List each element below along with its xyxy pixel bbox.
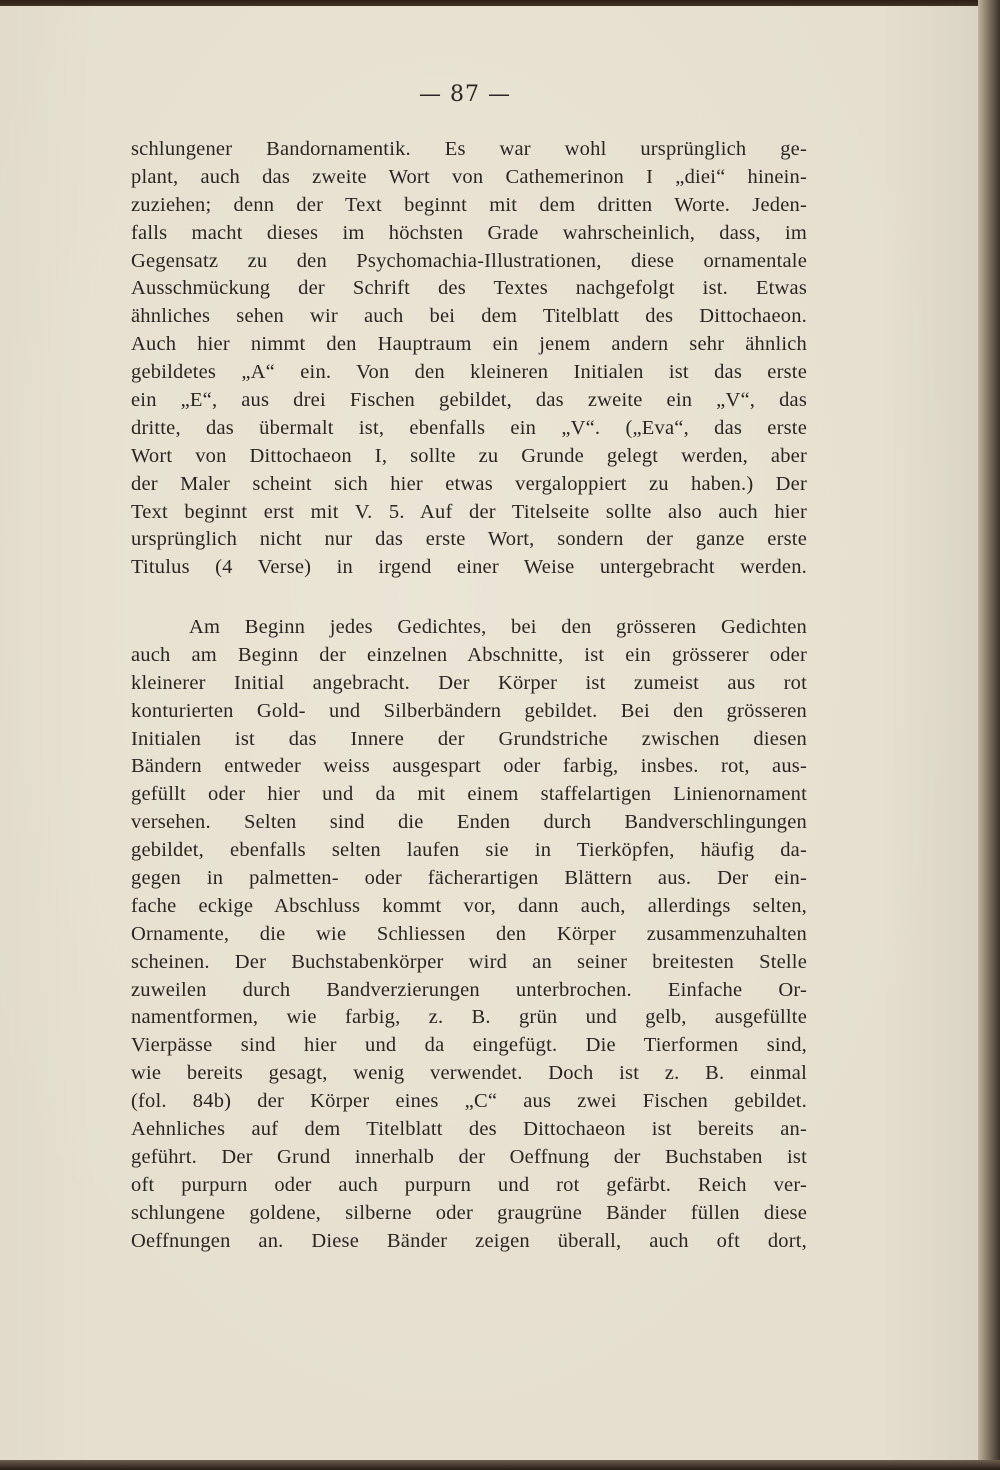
scanned-page bbox=[0, 6, 978, 1460]
text-line: ähnliches sehen wir auch bei dem Titelblatt des Dittochaeon. bbox=[131, 305, 807, 328]
text-line: scheinen. Der Buchstabenkörper wird an seiner breitesten Stelle bbox=[131, 950, 807, 973]
text-line: wie bereits gesagt, wenig verwendet. Doch ist z. B. einmal bbox=[131, 1062, 807, 1085]
text-line: Auch hier nimmt den Hauptraum ein jenem andern sehr ähnlich bbox=[131, 333, 807, 356]
book-edge-right bbox=[978, 0, 1000, 1470]
text-line: Bändern entweder weiss ausgespart oder farbig, insbes. rot, aus- bbox=[131, 755, 807, 778]
page-number: — 87 — bbox=[419, 82, 511, 107]
text-line: Aehnliches auf dem Titelblatt des Dittochaeon ist bereits an- bbox=[131, 1118, 807, 1141]
text-line: Oeffnungen an. Diese Bänder zeigen überall, auch oft dort, bbox=[131, 1229, 807, 1252]
text-line: (fol. 84b) der Körper eines „C“ aus zwei Fischen gebildet. bbox=[131, 1090, 807, 1113]
text-line: Vierpässe sind hier und da eingefügt. Die Tierformen sind, bbox=[131, 1034, 807, 1057]
text-line: namentformen, wie farbig, z. B. grün und gelb, ausgefüllte bbox=[131, 1006, 807, 1029]
text-line: kleinerer Initial angebracht. Der Körper ist zumeist aus rot bbox=[131, 671, 807, 694]
text-line: dritte, das übermalt ist, ebenfalls ein „V“. („Eva“, das erste bbox=[131, 416, 807, 439]
text-line: fache eckige Abschluss kommt vor, dann auch, allerdings selten, bbox=[131, 894, 807, 917]
text-line: versehen. Selten sind die Enden durch Bandverschlingungen bbox=[131, 811, 807, 834]
text-line: Gegensatz zu den Psychomachia-Illustrationen, diese ornamentale bbox=[131, 249, 807, 272]
text-line: gebildetes „A“ ein. Von den kleineren Initialen ist das erste bbox=[131, 361, 807, 384]
text-line: ursprünglich nicht nur das erste Wort, sondern der ganze erste bbox=[131, 528, 807, 551]
text-line: konturierten Gold- und Silberbändern gebildet. Bei den grösseren bbox=[131, 699, 807, 722]
paragraph-1 bbox=[131, 136, 807, 582]
text-line: schlungener Bandornamentik. Es war wohl ursprünglich ge- bbox=[131, 138, 807, 160]
text-line: Ornamente, die wie Schliessen den Körper zusammenzuhalten bbox=[131, 922, 807, 945]
paragraph-2 bbox=[131, 614, 807, 1255]
text-line: zuweilen durch Bandverzierungen unterbrochen. Einfache Or- bbox=[131, 978, 807, 1001]
text-line: Initialen ist das Innere der Grundstriche zwischen diesen bbox=[131, 727, 807, 750]
text-line: Am Beginn jedes Gedichtes, bei den grösseren Gedichten bbox=[189, 616, 807, 638]
text-line: auch am Beginn der einzelnen Abschnitte, ist ein grösserer oder bbox=[131, 643, 807, 666]
text-line: gebildet, ebenfalls selten laufen sie in Tierköpfen, häufig da- bbox=[131, 839, 807, 862]
text-line: Ausschmückung der Schrift des Textes nachgefolgt ist. Etwas bbox=[131, 277, 807, 300]
text-line: zuziehen; denn der Text beginnt mit dem dritten Worte. Jeden- bbox=[131, 193, 807, 216]
text-line: der Maler scheint sich hier etwas vergaloppiert zu haben.) Der bbox=[131, 472, 807, 495]
text-line: geführt. Der Grund innerhalb der Oeffnung der Buchstaben ist bbox=[131, 1145, 807, 1168]
text-line: plant, auch das zweite Wort von Cathemerinon I „diei“ hinein- bbox=[131, 165, 807, 188]
text-line: Wort von Dittochaeon I, sollte zu Grunde gelegt werden, aber bbox=[131, 444, 807, 467]
text-line: schlungene goldene, silberne oder graugrüne Bänder füllen diese bbox=[131, 1201, 807, 1224]
text-line: Titulus (4 Verse) in irgend einer Weise untergebracht werden. bbox=[131, 556, 807, 579]
text-line: oft purpurn oder auch purpurn und rot gefärbt. Reich ver- bbox=[131, 1173, 807, 1196]
text-line: gefüllt oder hier und da mit einem staffelartigen Linienornament bbox=[131, 783, 807, 806]
book-edge-bottom bbox=[0, 1460, 1000, 1470]
text-line: ein „E“, aus drei Fischen gebildet, das zweite ein „V“, das bbox=[131, 389, 807, 412]
text-line: gegen in palmetten- oder fächerartigen Blättern aus. Der ein- bbox=[131, 867, 807, 890]
text-line: falls macht dieses im höchsten Grade wahrscheinlich, dass, im bbox=[131, 221, 807, 244]
text-line: Text beginnt erst mit V. 5. Auf der Titelseite sollte also auch hier bbox=[131, 500, 807, 523]
